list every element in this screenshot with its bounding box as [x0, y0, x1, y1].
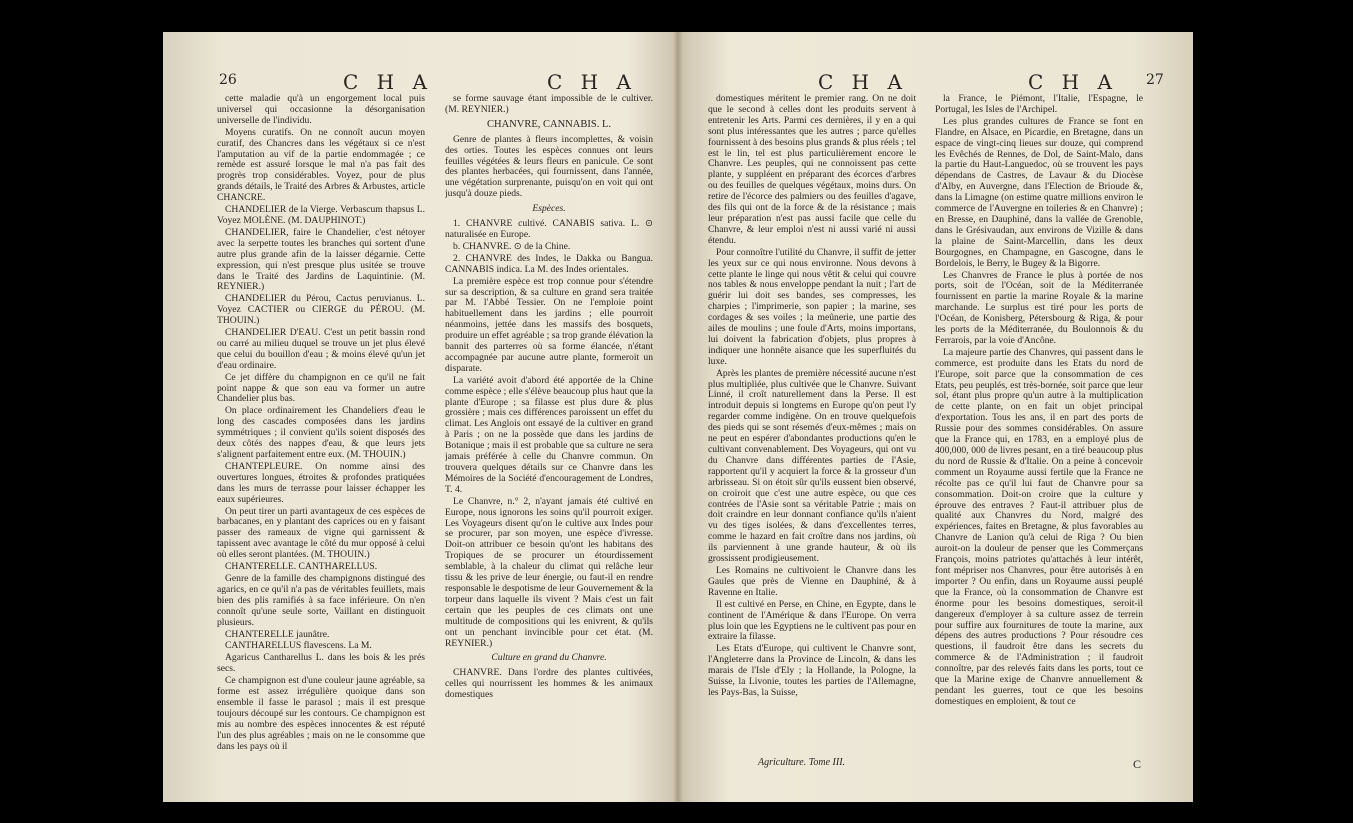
- paragraph: Agaricus Cantharellus L. dans les bois & les prés secs.: [217, 652, 425, 675]
- paragraph: CHANTEPLEURE. On nomme ainsi des ouvertures longues, étroites & profondes pratiquées dans les murs de terrasse pour laisser échapper les eaux supérieures.: [217, 460, 425, 505]
- paragraph: se forme sauvage étant impossible de le cultiver. (M. REYNIER.): [445, 94, 653, 115]
- book-spread: [163, 32, 1193, 802]
- paragraph: La première espèce est trop connue pour s'étendre sur sa description, & sa culture en grand sera traitée par M. l'Abbé Tessier. On ne l'emploie point habituellement dans les jardins ; elle pourroit néanmoins, jettée dans les massifs des bosquets, produire un effet agréable ; sa trop grande élévation la bannit des parterres où sa forme élancée, n'étant accompagnée par aucune autre plante, formeroit un disparate.: [445, 275, 653, 374]
- paragraph: On peut tirer un parti avantageux de ces espèces de barbacanes, en y plantant des caprices ou en y faisant passer des rameaux de vigne qui garnissent & tapissent avec avantage le côté du mur opposé à celui où elles seront plantées. (M. THOUIN.): [217, 505, 425, 561]
- paragraph: Ce jet diffère du champignon en ce qu'il ne fait point nappe & que son eau va former un autre Chandelier plus bas.: [217, 371, 425, 405]
- left-column-2: [445, 94, 653, 784]
- running-head-right-col: C H A: [1028, 70, 1118, 94]
- running-head-right-col: C H A: [547, 70, 637, 94]
- paragraph: 1. CHANVRE cultivé. CANABIS sativa. L. ⊙ naturalisée en Europe.: [445, 218, 653, 240]
- paragraph: cette maladie qu'à un engorgement local puis universel qui occasionne la désorganisation universelle de l'individu.: [217, 94, 425, 126]
- right-page-header: [678, 70, 1193, 94]
- paragraph: Genre de plantes à fleurs incomplettes, & voisin des orties. Toutes les espèces connues ont leurs feuilles végétées & leurs fleurs en panicule. Ce sont des plantes herbacées, qui fournissent, dans l'année, une végétation surprenante, puisqu'on en voit qui ont jusqu'à douze pieds.: [445, 133, 653, 200]
- paragraph: CHANDELIER du Pérou, Cactus peruvianus. L. Voyez CACTIER ou CIERGE du PÉROU. (M. THOUIN.): [217, 293, 425, 327]
- paragraph: Le Chanvre, n.° 2, n'ayant jamais été cultivé en Europe, nous ignorons les soins qu'il pourroit exiger. Les Voyageurs disent qu'on le cultive aux Indes pour se procurer, par son moyen, une espèce d'ivresse. Doit-on attribuer ce besoin qu'ont les habitans des Tropiques de se procurer un étourdissement semblable, à la chaleur du climat qui relâche leur tissu & les prive de leur énergie, ou faut-il en rendre responsable le despotisme de leur Gouvernement & la torpeur dans laquelle ils vivent ? Mais c'est un fait certain que les peuples de ces climats ont une multitude de compositions qui les enivrent, & qu'ils ont un penchant invincible pour cet état. (M. REYNIER.): [445, 495, 653, 649]
- right-column-2: [935, 94, 1143, 754]
- entry-heading: CHANVRE, CANNABIS. L.: [487, 118, 611, 130]
- paragraph: Genre de la famille des champignons distingué des agarics, en ce qu'il n'a pas de véritables feuillets, mais bien des plis ramifiés à sa face inférieure. On n'en connoît qu'une seule sorte, Vaillant en distinguoit plusieurs.: [217, 572, 425, 628]
- signature-mark: C: [1133, 757, 1142, 771]
- paragraph: Pour connoître l'utilité du Chanvre, il suffit de jetter les yeux sur ce qui nous environne. Nous devons à cette plante le linge qui nous vêtit & celui qui couvre nos tables & nous enveloppe pendant la nuit ; l'art de guérir lui doit ses bandes, ses compresses, les charpies ; l'imprimerie, son papier ; la marine, ses cordages & ses voiles ; la meûnerie, une partie des ailes de moulins ; une foule d'Arts, moins importans, lui doivent la fabrication d'objets, plus propres à indiquer une honnête aisance que les superfluités du luxe.: [708, 246, 916, 367]
- paragraph: CHANDELIER D'EAU. C'est un petit bassin rond ou carré au milieu duquel se trouve un jet plus élevé que celui du bouillon d'eau ; & moins élevé qu'un jet d'eau ordinaire.: [217, 327, 425, 371]
- right-column-1: [708, 94, 916, 754]
- paragraph: Il est cultivé en Perse, en Chine, en Egypte, dans le continent de l'Amérique & dans l'Europe. On verra plus loin que les Egyptiens ne le cultivent pas pour en extraire la filasse.: [708, 598, 916, 643]
- left-page-header: [163, 70, 678, 94]
- paragraph: Après les plantes de première nécessité aucune n'est plus multipliée, plus cultivée que le Chanvre. Suivant Linné, il croît naturellement dans la Perse. Il est introduit depuis si longtems en Europe qu'on peut l'y regarder comme indigène. On en trouve quelquefois des pieds qui se sont résemés d'eux-mêmes ; mais on ne peut en espérer d'abondantes productions qu'en le cultivant convenablement. Des Voyageurs, qui ont vu du Chanvre dans différentes parties de l'Asie, rapportent qu'il y acquiert la force & la grosseur d'un arbrisseau. Si on étoit sûr qu'ils eussent bien observé, on croiroit que c'est une autre espèce, ou que ces contrées de l'Asie sont sa véritable Patrie ; mais on doit craindre en leur donnant confiance qu'ils n'aient vu des tiges isolées, & dans d'excellentes terres, comme le hazard en fait croître dans nos jardins, où ils parviennent à une grande hauteur, & où ils grossissent prodigieusement.: [708, 367, 916, 565]
- page-footer: Agriculture. Tome III.: [758, 757, 846, 768]
- paragraph: CHANTERELLE jaunâtre.: [225, 628, 330, 640]
- paragraph: 2. CHANVRE des Indes, le Dakka ou Bangua. CANNABIS indica. La M. des Indes orientales.: [445, 252, 653, 275]
- paragraph: domestiques méritent le premier rang. On ne doit que le second à celles dont les produits servent à entretenir les Arts. Parmi ces dernières, il y en a qui sont plus intéressantes que les autres ; parce qu'elles fournissent à des besoins plus grands & plus réels ; tel est le lin, tel est plus particulièrement encore le Chanvre. Les peuples, qui ne connoissent pas cette plante, y suppléent en préparant des écorces d'arbres ou des feuilles de quelques végétaux, moins durs. On retire de l'écorce des palmiers ou des feuilles d'agave, des fils qui ont de la force & de la résistance ; mais leur préparation n'est pas aussi facile que celle du Chanvre, & leur emploi n'est ni aussi varié ni aussi étendu.: [708, 94, 916, 246]
- paragraph: Les Chanvres de France le plus à portée de nos ports, soit de l'Océan, soit de la Méditerranée fournissent en partie la marine Royale & la marine marchande. Le surplus est tiré pour les ports de l'Océan, de Konisberg, Pétersbourg & Riga, & pour les ports de la Méditerranée, du Boulonnois & du Ferrarois, par la voie d'Ancône.: [935, 269, 1143, 346]
- paragraph: la France, le Piémont, l'Italie, l'Espagne, le Portugal, les Isles de l'Archipel.: [935, 94, 1143, 115]
- page-number: 26: [219, 72, 237, 88]
- paragraph: CHANDELIER de la Vierge. Verbascum thapsus L. Voyez MOLÈNE. (M. DAUPHINOT.): [217, 204, 425, 226]
- running-head: C H A: [818, 70, 908, 94]
- left-page: [163, 32, 678, 802]
- paragraph: CHANVRE. Dans l'ordre des plantes cultivées, celles qui nourrissent les hommes & les animaux domestiques: [445, 667, 653, 701]
- section-heading: Espèces.: [532, 203, 566, 215]
- paragraph: Ce champignon est d'une couleur jaune agréable, sa forme est assez irrégulière quoique dans son ensemble il fasse le parasol ; mais il est presque toujours découpé sur les contours. Ce champignon est mis au nombre des espèces innocentes & est réputé l'un des plus agréables ; mais on ne le consomme que dans les pays où il: [217, 675, 425, 752]
- paragraph: Les plus grandes cultures de France se font en Flandre, en Alsace, en Picardie, en Bretagne, dans un espace de vingt-cinq lieues sur douze, qui comprend les Evêchés de Rennes, de Dol, de Saint-Malo, dans la partie du Haut-Languedoc, où se trouvent les pays dépendans de Castres, de Lavaur & du Diocèse d'Alby, en Auvergne, dans l'Election de Brioude &, dans la Limagne (on estime quatre millions environ le commerce de l'Auvergne en toileries & en Chanvre) ; en Bresse, en Dauphiné, dans la vallée de Grenoble, dans le Grésivaudan, aux environs de Vizille & dans la plaine de Saint-Marcellin, dans les deux Bourgognes, en Champagne, en Gascogne, dans le Bordelois, le Berry, le Bugey & la Bigorre.: [935, 115, 1143, 269]
- paragraph: Les Romains ne cultivoient le Chanvre dans les Gaules que près de Vienne en Dauphiné, & à Ravenne en Italie.: [708, 564, 916, 598]
- left-column-1: [217, 94, 425, 784]
- paragraph: On place ordinairement les Chandeliers d'eau le long des cascades composées dans les jardins symmétriques ; il convient qu'ils soient disposés des deux côtés des nappes d'eau, & que leurs jets s'alignent parfaitement entre eux. (M. THOUIN.): [217, 405, 425, 460]
- paragraph: Moyens curatifs. On ne connoît aucun moyen curatif, des Chancres dans les végétaux si ce n'est l'amputation au vif de la partie endommagée ; ce remède est assuré lorsque le mal n'a pas fait des progrès trop considérables. Voyez, pour de plus grands détails, le Traité des Arbres & Arbustes, article CHANCRE.: [217, 126, 425, 204]
- section-heading: Culture en grand du Chanvre.: [491, 652, 607, 664]
- right-page: [678, 32, 1193, 802]
- paragraph: CANTHARELLUS flavescens. La M.: [225, 640, 372, 652]
- paragraph: b. CHANVRE. ⊙ de la Chine.: [453, 240, 571, 252]
- paragraph: CHANTERELLE. CANTHARELLUS.: [225, 561, 378, 573]
- page-number: 27: [1146, 72, 1164, 88]
- running-head: C H A: [343, 70, 433, 94]
- paragraph: CHANDELIER, faire le Chandelier, c'est nétoyer avec la serpette toutes les branches qui sortent d'une autre plus grande afin de la laisser dégarnie. Cette expression, qui n'est presque plus usitée se trouve dans le Traité des Jardins de Laquintinie. (M. REYNIER.): [217, 226, 425, 293]
- paragraph: La majeure partie des Chanvres, qui passent dans le commerce, est produite dans les Etats du nord de l'Europe, soit parce que la consommation de ces Etats, peu peuplés, est très-bornée, soit parce que leur sol, étant plus propre qu'un autre à la multiplication de cette plante, on en fait un objet principal d'exportation. Tous les ans, il en part des ports de Russie pour des sommes considérables. On assure que la France qui, en 1783, en a employé plus de 400,000, 000 de livres pesant, en a tiré beaucoup plus du nord de Russie & d'Italie. On a peine à concevoir comment un Royaume aussi fertile que la France ne récolte pas ce qu'il lui faut de Chanvre pour sa consommation. Doit-on croire que la culture y éprouve des entraves ? Faut-il attribuer plus de qualité aux Chanvres du Nord, malgré des expériences, faites en Bretagne, & plus favorables au Chanvre de Lanion qu'à celui de Riga ? Ou bien auroit-on la douleur de penser que les Commerçans François, moins patriotes qu'attachés à leur intérêt, font mépriser nos Chanvres, pour être autorisés à en importer ? Ou enfin, dans un Royaume aussi peuplé que la France, où la consommation de Chanvre est énorme pour les besoins domestiques, seroit-il dangereux d'employer à sa culture assez de terrein pour suffire aux fournitures de toute la marine, aux dépens des autres productions ? Pour résoudre ces questions, il faudroit être dans les secrets du commerce & de l'Administration ; il faudroit connoître, par des relevés faits dans les ports, tout ce que la Marine exige de Chanvre annuellement & pendant les guerres, tout ce que les besoins domestiques en emploient, & tout ce: [935, 346, 1143, 707]
- paragraph: Les Etats d'Europe, qui cultivent le Chanvre sont, l'Angleterre dans la Province de Lincoln, & dans les marais de l'Isle d'Ely ; la Hollande, la Pologne, la Suisse, la Livonie, toutes les parties de l'Allemagne, les Pays-Bas, la Suisse,: [708, 643, 916, 698]
- paragraph: La variété avoit d'abord été apportée de la Chine comme espèce ; elle s'élève beaucoup plus haut que la plante d'Europe ; sa filasse est plus dure & plus grossière ; mais ces différences paroissent un effet du climat. Les Anglois ont essayé de la cultiver en grand à Paris ; on ne la possède que dans les jardins de Botanique ; mais il est probable que sa culture ne sera jamais préférée à celle du Chanvre commun. On trouvera quelques détails sur ce Chanvre dans les Mémoires de la Société d'encouragement de Londres, T. 4.: [445, 374, 653, 495]
